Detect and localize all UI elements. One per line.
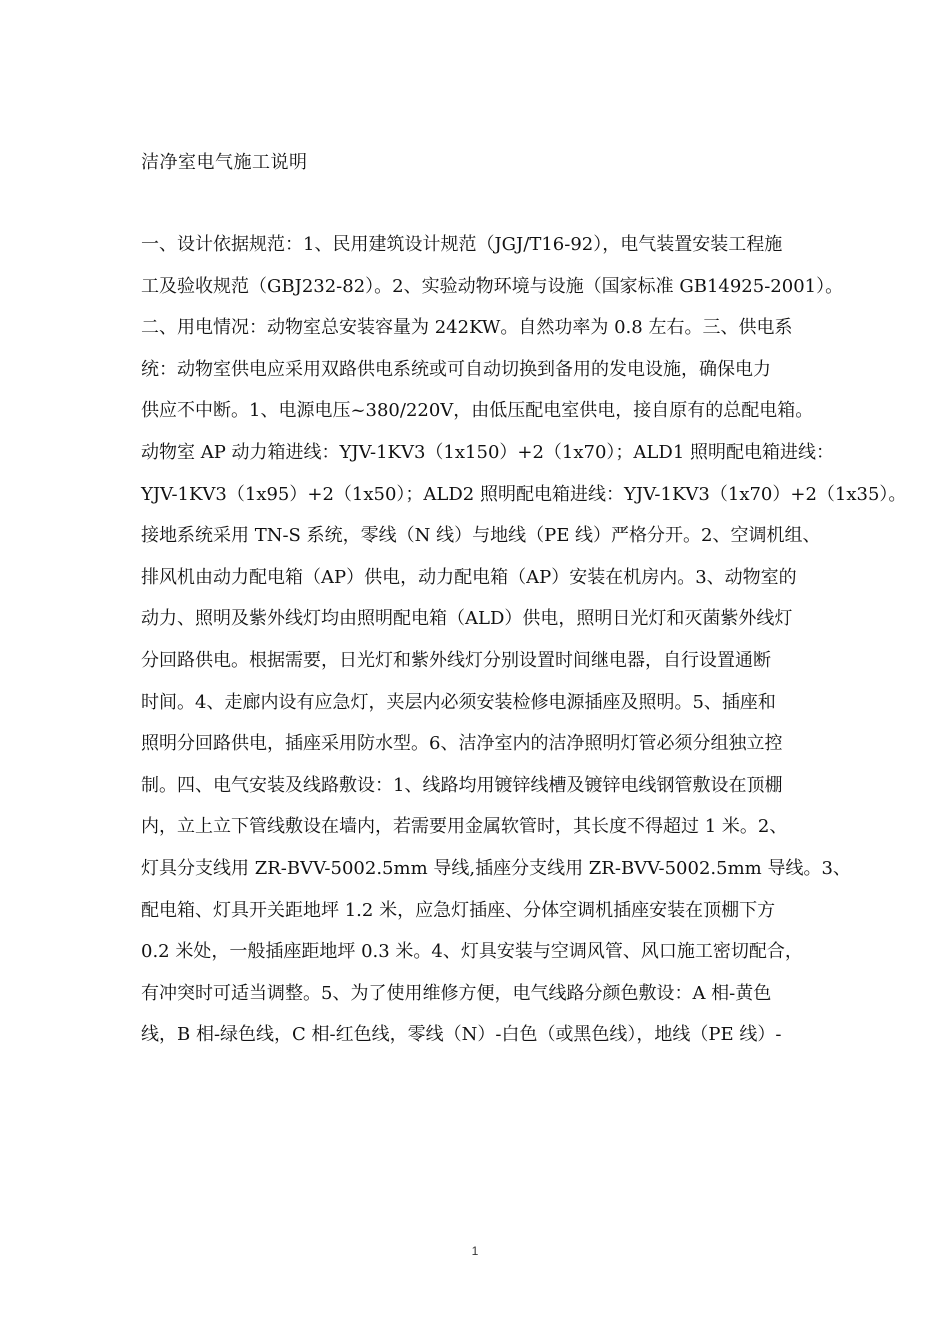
body-line: 排风机由动力配电箱（AP）供电，动力配电箱（AP）安装在机房内。3、动物室的: [141, 566, 797, 588]
document-title: 洁净室电气施工说明: [141, 152, 308, 173]
body-line: 内，立上立下管线敷设在墙内，若需要用金属软管时，其长度不得超过 1 米。2、: [141, 816, 788, 838]
body-line: 照明分回路供电，插座采用防水型。6、洁净室内的洁净照明灯管必须分组独立控: [141, 733, 783, 755]
body-line: 动力、照明及紫外线灯均由照明配电箱（ALD）供电，照明日光灯和灭菌紫外线灯: [141, 608, 793, 630]
body-line: 制。四、电气安装及线路敷设：1、线路均用镀锌线槽及镀锌电线钢管敷设在顶棚: [141, 774, 783, 796]
body-line: 时间。4、走廊内设有应急灯，夹层内必须安装检修电源插座及照明。5、插座和: [141, 691, 776, 713]
body-line: 一、设计依据规范：1、民用建筑设计规范（JGJ/T16-92），电气装置安装工程施: [141, 234, 783, 255]
body-line: YJV-1KV3（1x95）+2（1x50）；ALD2 照明配电箱进线：YJV-1KV3（1x70）+2（1x35）。: [141, 483, 907, 505]
body-line: 接地系统采用 TN-S 系统，零线（N 线）与地线（PE 线）严格分开。2、空调机组、: [141, 525, 821, 547]
body-line: 统：动物室供电应采用双路供电系统或可自动切换到备用的发电设施，确保电力: [141, 358, 771, 380]
body-line: 供应不中断。1、电源电压~380/220V，由低压配电室供电，接自原有的总配电箱。: [141, 400, 814, 422]
body-line: 灯具分支线用 ZR-BVV-5002.5mm 导线,插座分支线用 ZR-BVV-5002.5mm 导线。3、: [141, 857, 851, 879]
document-body: [141, 224, 907, 1056]
body-line: 二、用电情况：动物室总安装容量为 242KW。自然功率为 0.8 左右。三、供电系: [141, 317, 793, 339]
body-line: 工及验收规范（GBJ232-82）。2、实验动物环境与设施（国家标准 GB14925-2001）。: [141, 275, 844, 297]
body-line: 0.2 米处，一般插座距地坪 0.3 米。4、灯具安装与空调风管、风口施工密切配合，: [141, 941, 803, 963]
body-line: 配电箱、灯具开关距地坪 1.2 米，应急灯插座、分体空调机插座安装在顶棚下方: [141, 899, 776, 921]
body-line: 分回路供电。根据需要，日光灯和紫外线灯分别设置时间继电器，自行设置通断: [141, 649, 771, 671]
body-line: 线，B 相-绿色线，C 相-红色线，零线（N）-白色（或黑色线），地线（PE 线）-: [141, 1024, 782, 1046]
body-line: 有冲突时可适当调整。5、为了使用维修方便，电气线路分颜色敷设：A 相-黄色: [141, 982, 772, 1004]
page-number: 1: [471, 1244, 479, 1258]
body-line: 动物室 AP 动力箱进线：YJV-1KV3（1x150）+2（1x70）；ALD1 照明配电箱进线：: [141, 441, 834, 463]
